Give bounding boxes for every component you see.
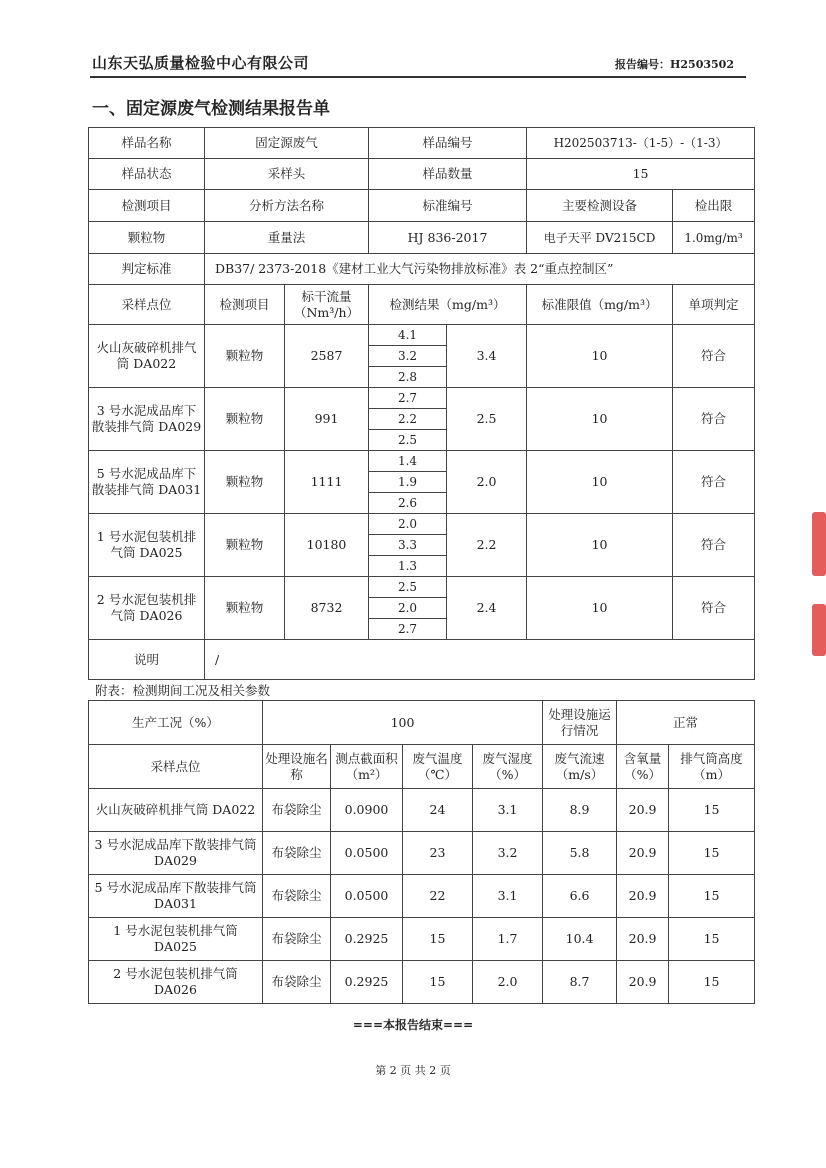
result-values [369,388,447,451]
a-humidity: 2.0 [473,961,543,1004]
result-value: 1.3 [397,559,418,573]
a-area: 0.2925 [331,961,403,1004]
item: 颗粒物 [205,577,285,640]
end-of-report: ===本报告结束=== [352,1018,474,1032]
result-values [369,577,447,640]
col-flow: 标干流量（Nm³/h） [285,285,369,325]
result-value: 2.5 [369,577,446,598]
result-value: 1.4 [369,451,446,472]
judge-standard: DB37/ 2373-2018《建材工业大气污染物排放标准》表 2“重点控制区” [205,254,755,285]
note: / [205,640,755,680]
appendix-label: 附表：检测期间工况及相关参数 [95,683,271,698]
a-velocity: 6.6 [543,875,617,918]
a-point: 5 号水泥成品库下散装排气筒 DA031 [89,875,263,918]
method: 重量法 [205,222,369,254]
facility-state-label: 处理设施运行情况 [543,701,617,745]
table-row [89,325,755,388]
a-area: 0.0500 [331,832,403,875]
result-value: 2.5 [397,433,418,447]
result-value: 3.3 [369,535,446,556]
a-height: 15 [669,961,755,1004]
appendix-table [88,700,755,1004]
result-value: 2.6 [397,496,418,510]
item: 颗粒物 [205,451,285,514]
a-humidity: 3.1 [473,875,543,918]
flow: 8732 [285,577,369,640]
sample-id: H202503713-（1-5）-（1-3） [527,128,755,159]
item-label: 检测项目 [89,190,205,222]
a-col-humidity: 废气湿度（%） [473,745,543,789]
point: 2 号水泥包装机排气筒 DA026 [89,577,205,640]
results-table [88,127,755,680]
result-value: 2.8 [397,370,418,384]
col-verdict: 单项判定 [673,285,755,325]
point: 5 号水泥成品库下散装排气筒 DA031 [89,451,205,514]
page-title: 一、固定源废气检测结果报告单 [92,99,330,119]
table-row [89,789,755,832]
result-avg: 2.4 [447,577,527,640]
a-point: 2 号水泥包装机排气筒 DA026 [89,961,263,1004]
note-label: 说明 [89,640,205,680]
result-avg: 2.5 [447,388,527,451]
equip-label: 主要检测设备 [527,190,673,222]
verdict: 符合 [673,388,755,451]
table-row [89,875,755,918]
result-value: 2.0 [369,514,446,535]
a-temp: 15 [403,961,473,1004]
a-velocity: 8.9 [543,789,617,832]
std-no: HJ 836-2017 [369,222,527,254]
col-limit: 标准限值（mg/m³） [527,285,673,325]
a-facility: 布袋除尘 [263,789,331,832]
a-oxygen: 20.9 [617,961,669,1004]
a-point: 3 号水泥成品库下散装排气筒 DA029 [89,832,263,875]
method-label: 分析方法名称 [205,190,369,222]
cond-label: 生产工况（%） [89,701,263,745]
result-value: 2.0 [369,598,446,619]
detection-limit: 1.0mg/m³ [673,222,755,254]
table-row [89,514,755,577]
result-value: 2.7 [369,388,446,409]
limit: 10 [527,514,673,577]
a-facility: 布袋除尘 [263,875,331,918]
point: 火山灰破碎机排气筒 DA022 [89,325,205,388]
sample-count-label: 样品数量 [369,159,527,190]
sample-state: 采样头 [205,159,369,190]
a-height: 15 [669,875,755,918]
col-result: 检测结果（mg/m³） [369,285,527,325]
a-temp: 23 [403,832,473,875]
point: 3 号水泥成品库下散装排气筒 DA029 [89,388,205,451]
limit: 10 [527,577,673,640]
judge-label: 判定标准 [89,254,205,285]
result-avg: 2.2 [447,514,527,577]
result-value: 4.1 [369,325,446,346]
result-value: 3.2 [369,346,446,367]
item: 颗粒物 [205,325,285,388]
verdict: 符合 [673,577,755,640]
sample-count: 15 [527,159,755,190]
result-avg: 2.0 [447,451,527,514]
equip: 电子天平 DV215CD [527,222,673,254]
a-point: 1 号水泥包装机排气筒 DA025 [89,918,263,961]
a-humidity: 3.2 [473,832,543,875]
seal-fragment [812,512,826,576]
limit: 10 [527,451,673,514]
limit: 10 [527,388,673,451]
a-col-area: 测点截面积（m²） [331,745,403,789]
point: 1 号水泥包装机排气筒 DA025 [89,514,205,577]
sample-name-label: 样品名称 [89,128,205,159]
result-values [369,514,447,577]
a-area: 0.0500 [331,875,403,918]
col-point: 采样点位 [89,285,205,325]
table-row [89,832,755,875]
page-number: 第 2 页 共 2 页 [375,1064,451,1077]
table-row [89,918,755,961]
a-col-velocity: 废气流速（m/s） [543,745,617,789]
a-height: 15 [669,789,755,832]
item: 颗粒物 [89,222,205,254]
cond-value: 100 [263,701,543,745]
std-no-label: 标准编号 [369,190,527,222]
seal-fragment [812,604,826,656]
table-row [89,451,755,514]
result-value: 2.7 [397,622,418,636]
sample-id-label: 样品编号 [369,128,527,159]
a-humidity: 1.7 [473,918,543,961]
col-item: 检测项目 [205,285,285,325]
a-facility: 布袋除尘 [263,832,331,875]
item: 颗粒物 [205,514,285,577]
a-height: 15 [669,918,755,961]
a-col-oxygen: 含氧量（%） [617,745,669,789]
a-point: 火山灰破碎机排气筒 DA022 [89,789,263,832]
a-oxygen: 20.9 [617,875,669,918]
a-temp: 24 [403,789,473,832]
facility-state: 正常 [617,701,755,745]
flow: 10180 [285,514,369,577]
header-divider [90,76,746,78]
flow: 991 [285,388,369,451]
result-value: 1.9 [369,472,446,493]
flow: 2587 [285,325,369,388]
a-area: 0.0900 [331,789,403,832]
a-velocity: 10.4 [543,918,617,961]
a-facility: 布袋除尘 [263,961,331,1004]
table-row [89,388,755,451]
a-facility: 布袋除尘 [263,918,331,961]
a-col-point: 采样点位 [89,745,263,789]
result-value: 2.2 [369,409,446,430]
result-values [369,451,447,514]
limit-label: 检出限 [673,190,755,222]
a-col-facility: 处理设施名称 [263,745,331,789]
a-oxygen: 20.9 [617,918,669,961]
verdict: 符合 [673,325,755,388]
a-oxygen: 20.9 [617,832,669,875]
a-oxygen: 20.9 [617,789,669,832]
a-col-height: 排气筒高度（m） [669,745,755,789]
company-name: 山东天弘质量检验中心有限公司 [92,54,310,72]
a-temp: 15 [403,918,473,961]
a-humidity: 3.1 [473,789,543,832]
report-number: 报告编号：H2503502 [615,58,734,71]
table-row [89,577,755,640]
verdict: 符合 [673,451,755,514]
item: 颗粒物 [205,388,285,451]
verdict: 符合 [673,514,755,577]
a-area: 0.2925 [331,918,403,961]
a-height: 15 [669,832,755,875]
a-velocity: 8.7 [543,961,617,1004]
result-values [369,325,447,388]
a-col-temp: 废气温度（℃） [403,745,473,789]
limit: 10 [527,325,673,388]
flow: 1111 [285,451,369,514]
sample-state-label: 样品状态 [89,159,205,190]
a-velocity: 5.8 [543,832,617,875]
result-avg: 3.4 [447,325,527,388]
sample-name: 固定源废气 [205,128,369,159]
table-row [89,961,755,1004]
a-temp: 22 [403,875,473,918]
